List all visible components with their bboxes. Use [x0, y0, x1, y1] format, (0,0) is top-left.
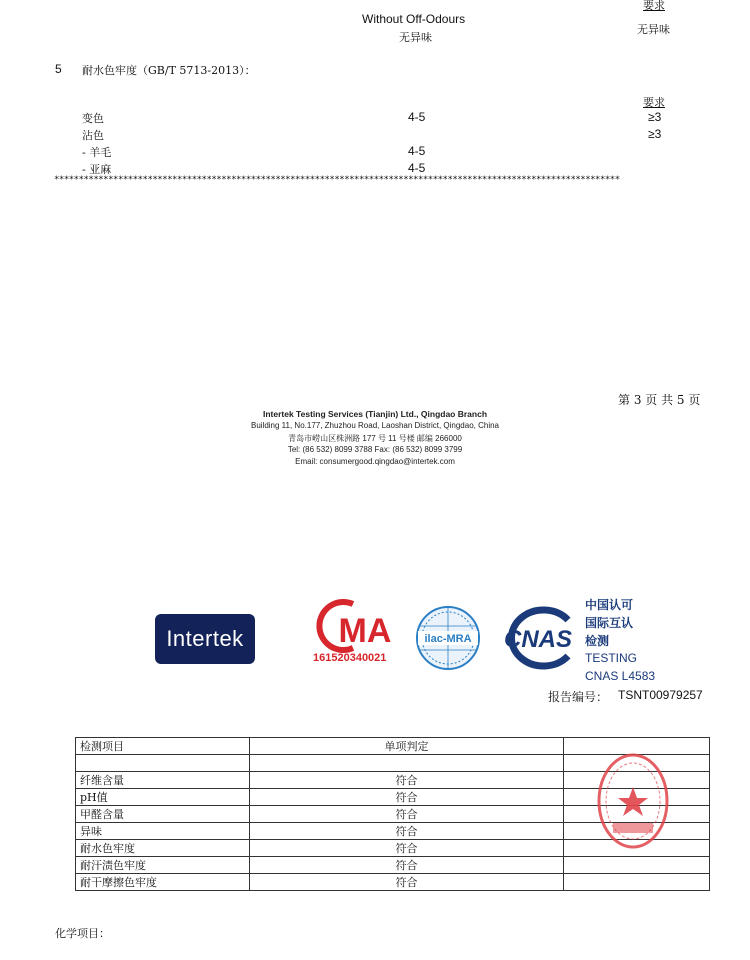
table-cell: 纤维含量 — [76, 772, 250, 789]
cnas-logo — [494, 606, 578, 670]
footer-company: Intertek Testing Services (Tianjin) Ltd., Qingdao Branch — [262, 409, 488, 419]
cnas-text-line: 检测 — [585, 634, 610, 648]
row-label: - 亚麻 — [82, 163, 112, 176]
req-header-top: 要求 — [643, 0, 665, 12]
footer-address-en: Building 11, No.177, Zhuzhou Road, Laoshan District, Qingdao, China — [250, 421, 499, 430]
table-row — [76, 874, 710, 891]
row-result: 4-5 — [408, 144, 426, 158]
chemical-title: 化学项目： — [55, 927, 110, 940]
table-cell: pH值 — [76, 789, 250, 806]
table-cell: 甲醛含量 — [76, 806, 250, 823]
table-cell — [564, 874, 710, 891]
svg-text:MA: MA — [338, 612, 392, 650]
result-cn: 无异味 — [399, 31, 432, 44]
row-req: ≥3 — [648, 127, 662, 141]
table-cell: 符合 — [250, 806, 564, 823]
svg-text:CNAS: CNAS — [503, 626, 573, 653]
cnas-text-line: 国际互认 — [585, 616, 634, 630]
footer-phone: Tel: (86 532) 8099 3788 Fax: (86 532) 8099 3799 — [287, 445, 463, 454]
section-title: 耐水色牢度（GB/T 5713-2013）： — [82, 64, 256, 77]
table-cell: 耐干摩擦色牢度 — [76, 874, 250, 891]
report-label: 报告编号： — [548, 690, 609, 704]
table-cell: 符合 — [250, 789, 564, 806]
row-result: 4-5 — [408, 161, 426, 175]
intertek-logo: Intertek — [155, 614, 255, 664]
ilac-logo — [414, 604, 482, 672]
table-cell: 符合 — [250, 874, 564, 891]
report-number: TSNT00979257 — [618, 688, 703, 702]
footer-email: Email: consumergood.qingdao@intertek.com — [295, 457, 455, 466]
footer-address-cn: 青岛市崂山区株洲路 177 号 11 号楼 邮编 266000 — [288, 434, 462, 443]
table-cell: 符合 — [250, 823, 564, 840]
table-row — [76, 857, 710, 874]
table-cell: 耐水色牢度 — [76, 840, 250, 857]
table-cell: 符合 — [250, 857, 564, 874]
table-cell — [564, 857, 710, 874]
table-header: 单项判定 — [250, 738, 564, 755]
page-number: 第 3 页 共 5 页 — [618, 393, 701, 407]
cnas-text-line: CNAS L4583 — [585, 669, 656, 683]
row-result: 4-5 — [408, 110, 426, 124]
row-label: - 羊毛 — [82, 146, 112, 159]
table-cell: 符合 — [250, 772, 564, 789]
row-label: 变色 — [82, 112, 104, 125]
req-value-top: 无异味 — [637, 23, 670, 36]
svg-text:ilac-MRA: ilac-MRA — [424, 633, 472, 645]
official-seal-icon — [596, 751, 670, 851]
table-cell: 异味 — [76, 823, 250, 840]
table-cell: 符合 — [250, 840, 564, 857]
cma-logo — [313, 598, 409, 670]
req-header: 要求 — [643, 96, 665, 109]
table-header: 检测项目 — [76, 738, 250, 755]
cma-number: 161520340021 — [313, 652, 387, 664]
row-label: 沾色 — [82, 129, 104, 142]
separator-line: ******************************************************************************************************************* — [54, 175, 620, 185]
section-number: 5 — [55, 62, 62, 76]
cnas-text-line: 中国认可 — [585, 598, 634, 612]
table-cell — [76, 755, 250, 772]
cnas-text-line: TESTING — [585, 651, 638, 665]
table-cell — [250, 755, 564, 772]
result-en: Without Off-Odours — [362, 12, 466, 26]
table-cell: 耐汗渍色牢度 — [76, 857, 250, 874]
row-req: ≥3 — [648, 110, 662, 124]
